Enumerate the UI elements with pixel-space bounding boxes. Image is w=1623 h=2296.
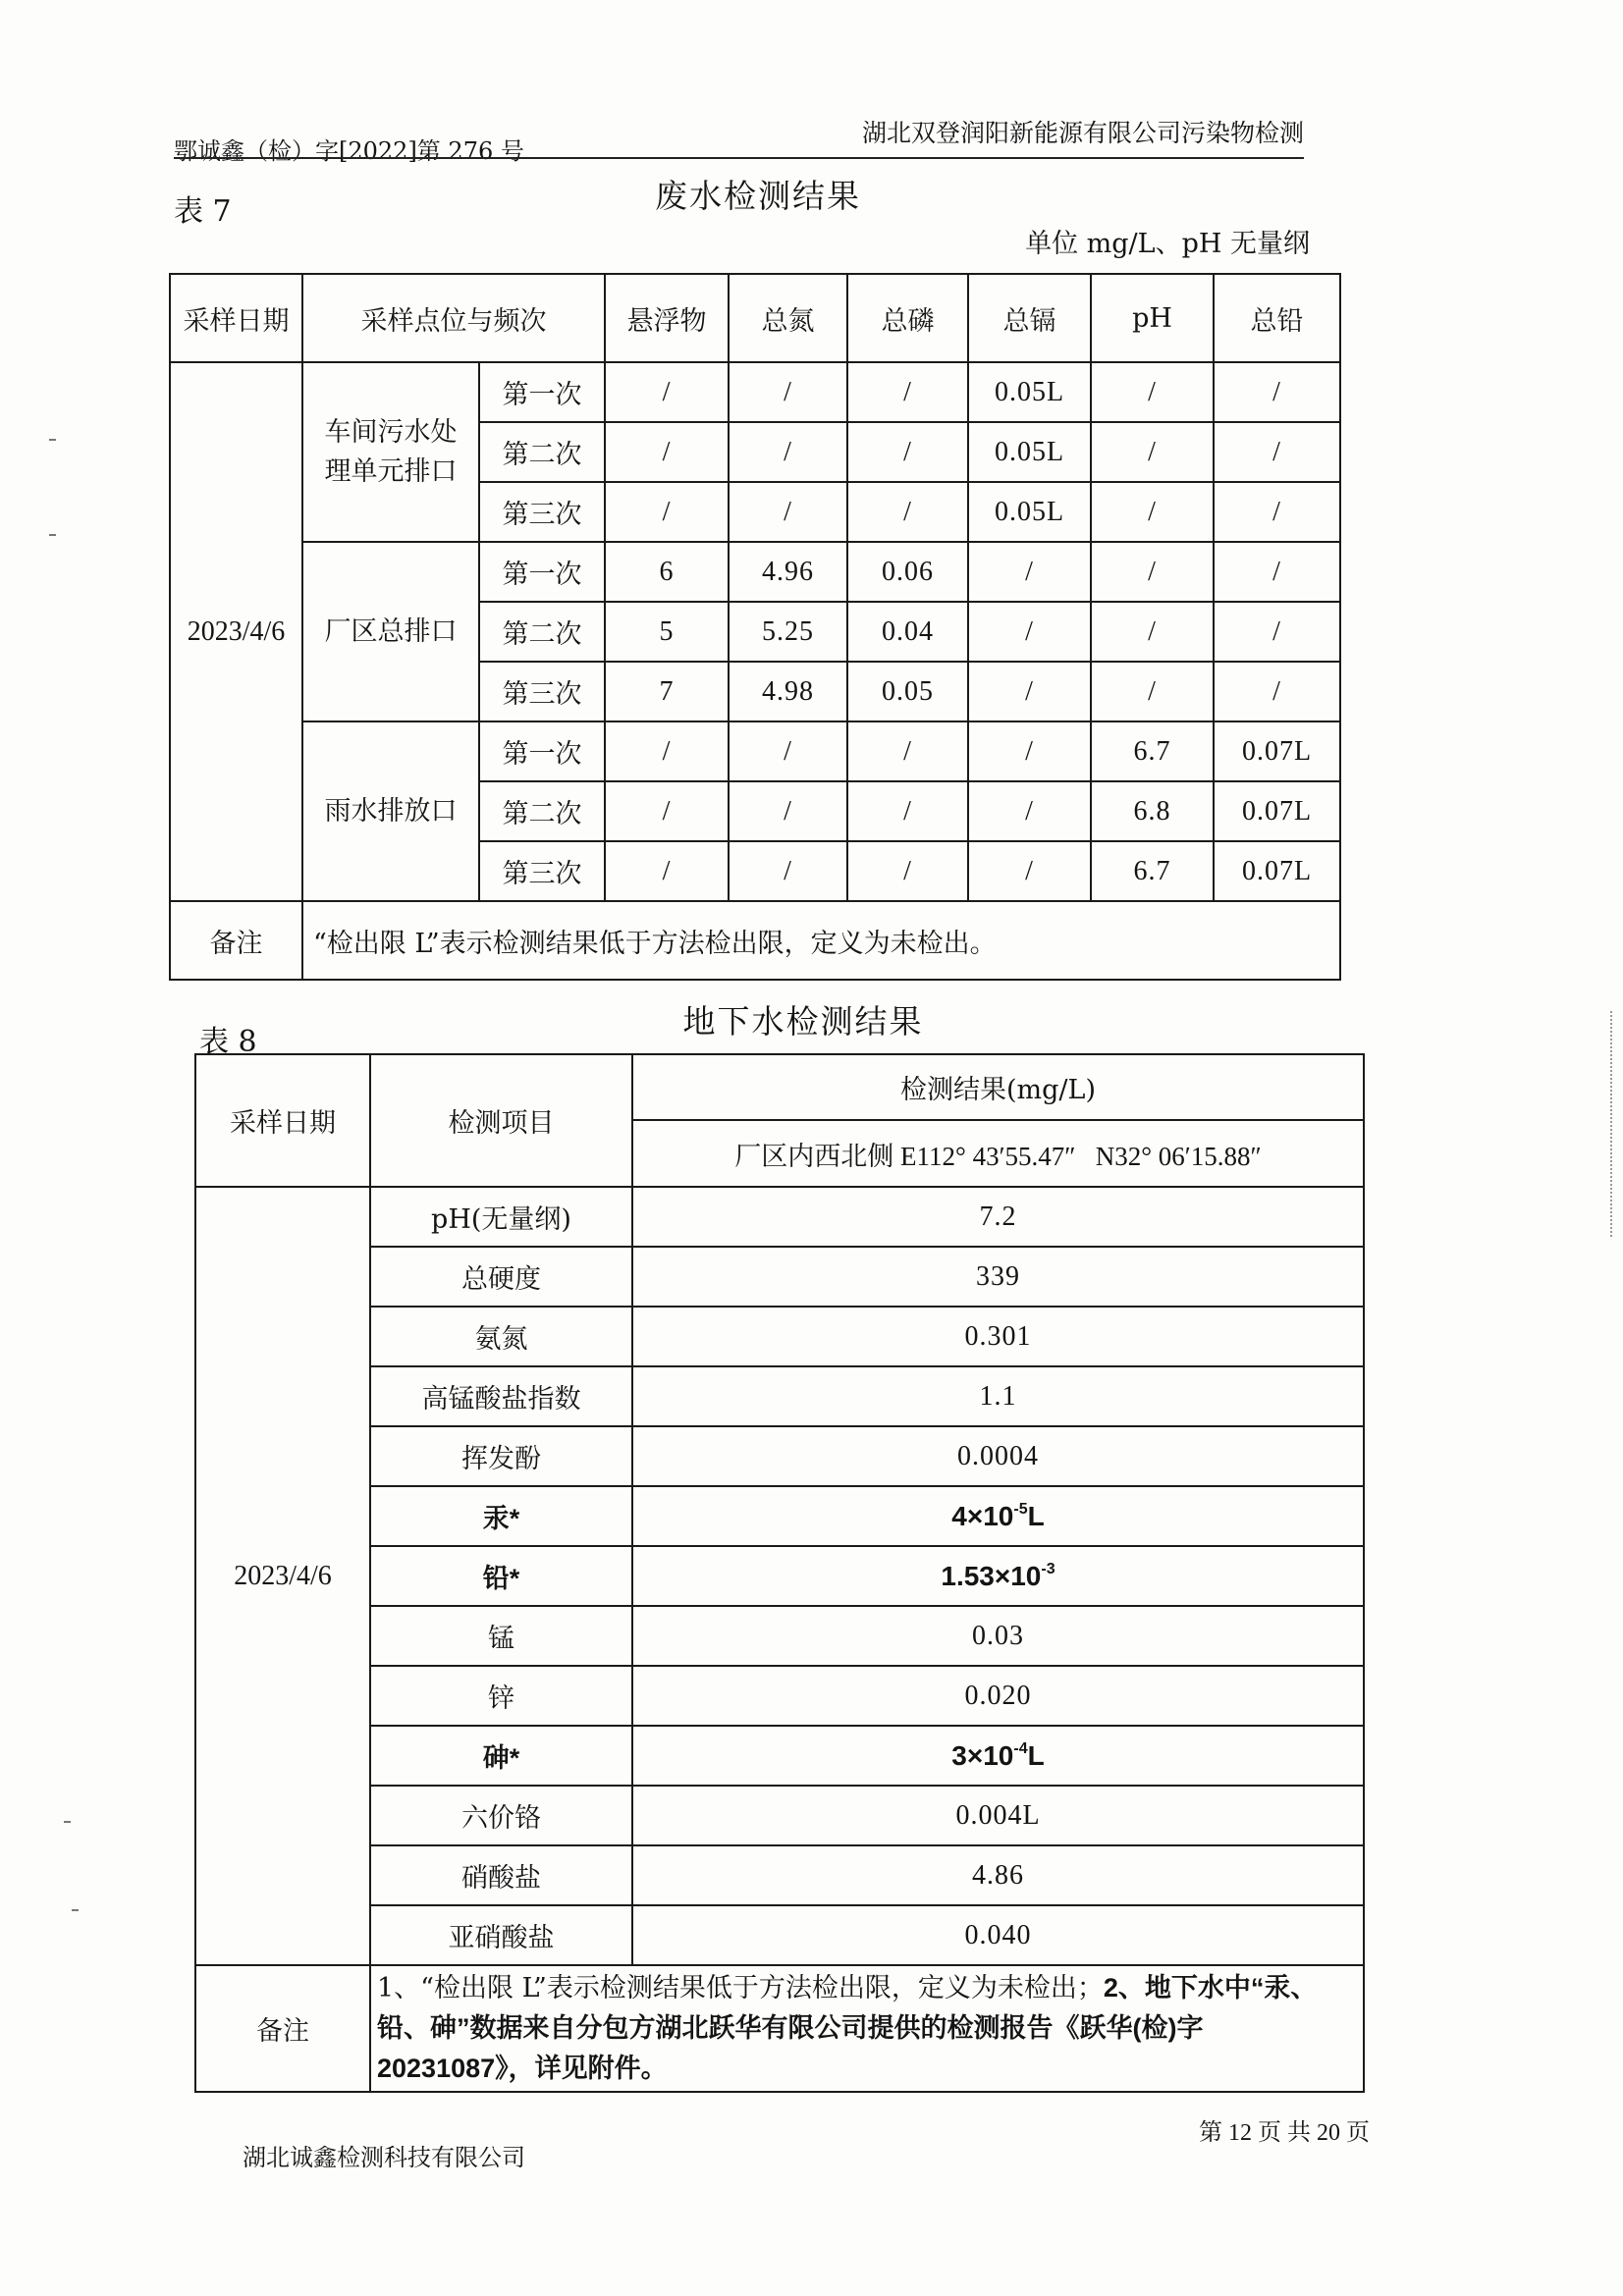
result-value-cell: 0.05L xyxy=(968,482,1091,542)
result-value-cell: / xyxy=(847,781,968,841)
table-row xyxy=(170,721,1340,781)
header-suspended-solids: 悬浮物 xyxy=(605,274,729,362)
result-value-cell: / xyxy=(605,482,729,542)
result-value-cell: / xyxy=(729,362,847,422)
table7-label: 表 7 xyxy=(174,194,232,229)
table-header-row xyxy=(170,274,1340,362)
remarks-text: “检出限 L”表示检测结果低于方法检出限，定义为未检出。 xyxy=(302,901,1340,980)
test-item-cell: 挥发酚 xyxy=(370,1426,632,1486)
table8-label: 表 8 xyxy=(199,1025,257,1059)
result-value-cell: / xyxy=(1091,662,1214,721)
table-row xyxy=(170,362,1340,422)
remarks-row xyxy=(170,901,1340,980)
result-suffix: L xyxy=(1027,1739,1045,1771)
header-test-item: 检测项目 xyxy=(370,1054,632,1187)
remarks-label: 备注 xyxy=(195,1965,370,2092)
result-value-cell: 0.05L xyxy=(968,422,1091,482)
result-value-cell: / xyxy=(1214,542,1340,602)
result-value-cell: 7 xyxy=(605,662,729,721)
scan-speck xyxy=(64,1821,71,1823)
sampling-frequency-cell: 第一次 xyxy=(479,721,605,781)
sampling-date-cell: 2023/4/6 xyxy=(170,362,302,901)
result-value-cell: 0.05 xyxy=(847,662,968,721)
result-exponent: -5 xyxy=(1013,1500,1028,1518)
result-suffix: L xyxy=(1027,1500,1045,1531)
result-value-cell: 6.8 xyxy=(1091,781,1214,841)
table-row xyxy=(195,1307,1364,1366)
header-sampling-date: 采样日期 xyxy=(195,1054,370,1187)
test-item-cell: pH(无量纲) xyxy=(370,1187,632,1247)
test-item-cell: 硝酸盐 xyxy=(370,1845,632,1905)
result-value-cell: / xyxy=(605,422,729,482)
result-value-cell: / xyxy=(1214,422,1340,482)
table-row xyxy=(195,1546,1364,1606)
header-total-phosphorus: 总磷 xyxy=(847,274,968,362)
remarks-label: 备注 xyxy=(170,901,302,980)
result-value-cell: / xyxy=(605,841,729,901)
groundwater-results-table xyxy=(194,1053,1365,2093)
scan-speck xyxy=(72,1909,79,1911)
result-value-cell: 0.06 xyxy=(847,542,968,602)
scan-speck xyxy=(49,439,56,441)
scan-edge-marks xyxy=(1610,1011,1612,1237)
remarks-note-2: 2、地下水中“汞、铅、砷”数据来自分包方湖北跃华有限公司提供的检测报告《跃华(检)字 20231087》，详见附件。 xyxy=(377,1973,1318,2083)
result-value-cell: / xyxy=(968,781,1091,841)
test-item-cell: 铅* xyxy=(370,1546,632,1606)
result-value-cell: / xyxy=(1091,362,1214,422)
header-sampling-location: 厂区内西北侧 E112° 43′55.47″ N32° 06′15.88″ xyxy=(632,1120,1364,1187)
result-value-cell: / xyxy=(847,841,968,901)
sampling-frequency-cell: 第二次 xyxy=(479,781,605,841)
test-result-cell: 0.0004 xyxy=(632,1426,1364,1486)
result-value-cell: 0.04 xyxy=(847,602,968,662)
test-item-cell: 汞* xyxy=(370,1486,632,1546)
sampling-location-cell: 车间污水处理单元排口 xyxy=(302,362,479,542)
result-value-cell: / xyxy=(729,841,847,901)
test-item-cell: 六价铬 xyxy=(370,1786,632,1845)
report-subject: 湖北双登润阳新能源有限公司污染物检测 xyxy=(861,119,1304,147)
sampling-frequency-cell: 第二次 xyxy=(479,602,605,662)
result-value-cell: / xyxy=(1214,602,1340,662)
test-item-cell: 锌 xyxy=(370,1666,632,1726)
test-result-cell: 1.1 xyxy=(632,1366,1364,1426)
table7-title: 废水检测结果 xyxy=(655,177,861,215)
result-value-cell: / xyxy=(729,482,847,542)
remarks-row xyxy=(195,1965,1364,2092)
page-number: 第 12 页 共 20 页 xyxy=(1199,2120,1370,2146)
result-exponent: -3 xyxy=(1041,1560,1055,1577)
test-result-cell: 339 xyxy=(632,1247,1364,1307)
table-row xyxy=(195,1726,1364,1786)
table-row xyxy=(195,1187,1364,1247)
result-value-cell: 6.7 xyxy=(1091,721,1214,781)
header-sampling-date: 采样日期 xyxy=(170,274,302,362)
result-value-cell: / xyxy=(968,602,1091,662)
table-row xyxy=(195,1366,1364,1426)
sampling-frequency-cell: 第一次 xyxy=(479,362,605,422)
header-ph: pH xyxy=(1091,274,1214,362)
table-row xyxy=(195,1606,1364,1666)
result-value-cell: / xyxy=(1091,422,1214,482)
result-value-cell: 6.7 xyxy=(1091,841,1214,901)
remarks-text xyxy=(370,1965,1364,2092)
result-value-cell: / xyxy=(1214,662,1340,721)
table8-title: 地下水检测结果 xyxy=(682,1002,924,1041)
result-mantissa: 4×10 xyxy=(951,1500,1014,1531)
sampling-frequency-cell: 第一次 xyxy=(479,542,605,602)
test-result-cell: 0.301 xyxy=(632,1307,1364,1366)
header-total-lead: 总铅 xyxy=(1214,274,1340,362)
test-item-cell: 亚硝酸盐 xyxy=(370,1905,632,1965)
test-result-cell xyxy=(632,1546,1364,1606)
result-value-cell: 0.07L xyxy=(1214,781,1340,841)
result-value-cell: / xyxy=(1214,362,1340,422)
sampling-frequency-cell: 第三次 xyxy=(479,841,605,901)
table-row xyxy=(195,1666,1364,1726)
header-total-nitrogen: 总氮 xyxy=(729,274,847,362)
test-item-cell: 氨氮 xyxy=(370,1307,632,1366)
table-row xyxy=(195,1426,1364,1486)
remarks-note-1: 1、“检出限 L”表示检测结果低于方法检出限，定义为未检出； xyxy=(377,1973,1104,2003)
table-body xyxy=(170,362,1340,980)
result-value-cell: 5 xyxy=(605,602,729,662)
result-value-cell: 4.98 xyxy=(729,662,847,721)
result-value-cell: / xyxy=(1091,482,1214,542)
result-value-cell: 0.07L xyxy=(1214,841,1340,901)
result-value-cell: / xyxy=(847,362,968,422)
result-value-cell: / xyxy=(968,841,1091,901)
table-row xyxy=(195,1786,1364,1845)
result-value-cell: / xyxy=(1091,542,1214,602)
header-test-result: 检测结果(mg/L) xyxy=(632,1054,1364,1120)
result-value-cell: / xyxy=(847,721,968,781)
result-value-cell: 0.05L xyxy=(968,362,1091,422)
wastewater-results-table xyxy=(169,273,1341,981)
result-value-cell: / xyxy=(1214,482,1340,542)
result-exponent: -4 xyxy=(1013,1739,1028,1757)
result-value-cell: / xyxy=(1091,602,1214,662)
result-mantissa: 1.53×10 xyxy=(941,1560,1042,1591)
test-item-cell: 锰 xyxy=(370,1606,632,1666)
report-number: 鄂诚鑫（检）字[2022]第 276 号 xyxy=(174,137,524,165)
sampling-frequency-cell: 第二次 xyxy=(479,422,605,482)
test-result-cell xyxy=(632,1726,1364,1786)
sampling-date-cell: 2023/4/6 xyxy=(195,1187,370,1965)
table-row xyxy=(195,1486,1364,1546)
test-result-cell: 7.2 xyxy=(632,1187,1364,1247)
result-value-cell: 6 xyxy=(605,542,729,602)
result-value-cell: / xyxy=(605,362,729,422)
result-value-cell: 0.07L xyxy=(1214,721,1340,781)
table-row xyxy=(195,1247,1364,1307)
result-value-cell: / xyxy=(729,422,847,482)
sampling-location-cell: 厂区总排口 xyxy=(302,542,479,721)
result-value-cell: 4.96 xyxy=(729,542,847,602)
table-header-row xyxy=(195,1054,1364,1120)
result-value-cell: / xyxy=(729,781,847,841)
result-value-cell: / xyxy=(968,542,1091,602)
table7-unit: 单位 mg/L、pH 无量纲 xyxy=(1025,229,1310,259)
result-value-cell: / xyxy=(729,721,847,781)
result-value-cell: / xyxy=(968,662,1091,721)
header-rule xyxy=(174,157,1304,159)
table-row xyxy=(170,542,1340,602)
header-sampling-location-frequency: 采样点位与频次 xyxy=(302,274,605,362)
result-value-cell: / xyxy=(847,482,968,542)
test-result-cell: 4.86 xyxy=(632,1845,1364,1905)
table-body xyxy=(195,1187,1364,2092)
result-value-cell: 5.25 xyxy=(729,602,847,662)
test-item-cell: 总硬度 xyxy=(370,1247,632,1307)
table-row xyxy=(195,1845,1364,1905)
test-result-cell: 0.040 xyxy=(632,1905,1364,1965)
table-row xyxy=(195,1905,1364,1965)
header-total-cadmium: 总镉 xyxy=(968,274,1091,362)
test-result-cell: 0.004L xyxy=(632,1786,1364,1845)
scan-speck xyxy=(49,534,56,536)
sampling-location-cell: 雨水排放口 xyxy=(302,721,479,901)
result-mantissa: 3×10 xyxy=(951,1739,1014,1771)
footer-company: 湖北诚鑫检测科技有限公司 xyxy=(243,2144,525,2171)
result-value-cell: / xyxy=(605,721,729,781)
test-item-cell: 高锰酸盐指数 xyxy=(370,1366,632,1426)
test-item-cell: 砷* xyxy=(370,1726,632,1786)
test-result-cell: 0.03 xyxy=(632,1606,1364,1666)
test-result-cell xyxy=(632,1486,1364,1546)
result-value-cell: / xyxy=(605,781,729,841)
test-result-cell: 0.020 xyxy=(632,1666,1364,1726)
sampling-frequency-cell: 第三次 xyxy=(479,482,605,542)
result-value-cell: / xyxy=(847,422,968,482)
result-value-cell: / xyxy=(968,721,1091,781)
sampling-frequency-cell: 第三次 xyxy=(479,662,605,721)
